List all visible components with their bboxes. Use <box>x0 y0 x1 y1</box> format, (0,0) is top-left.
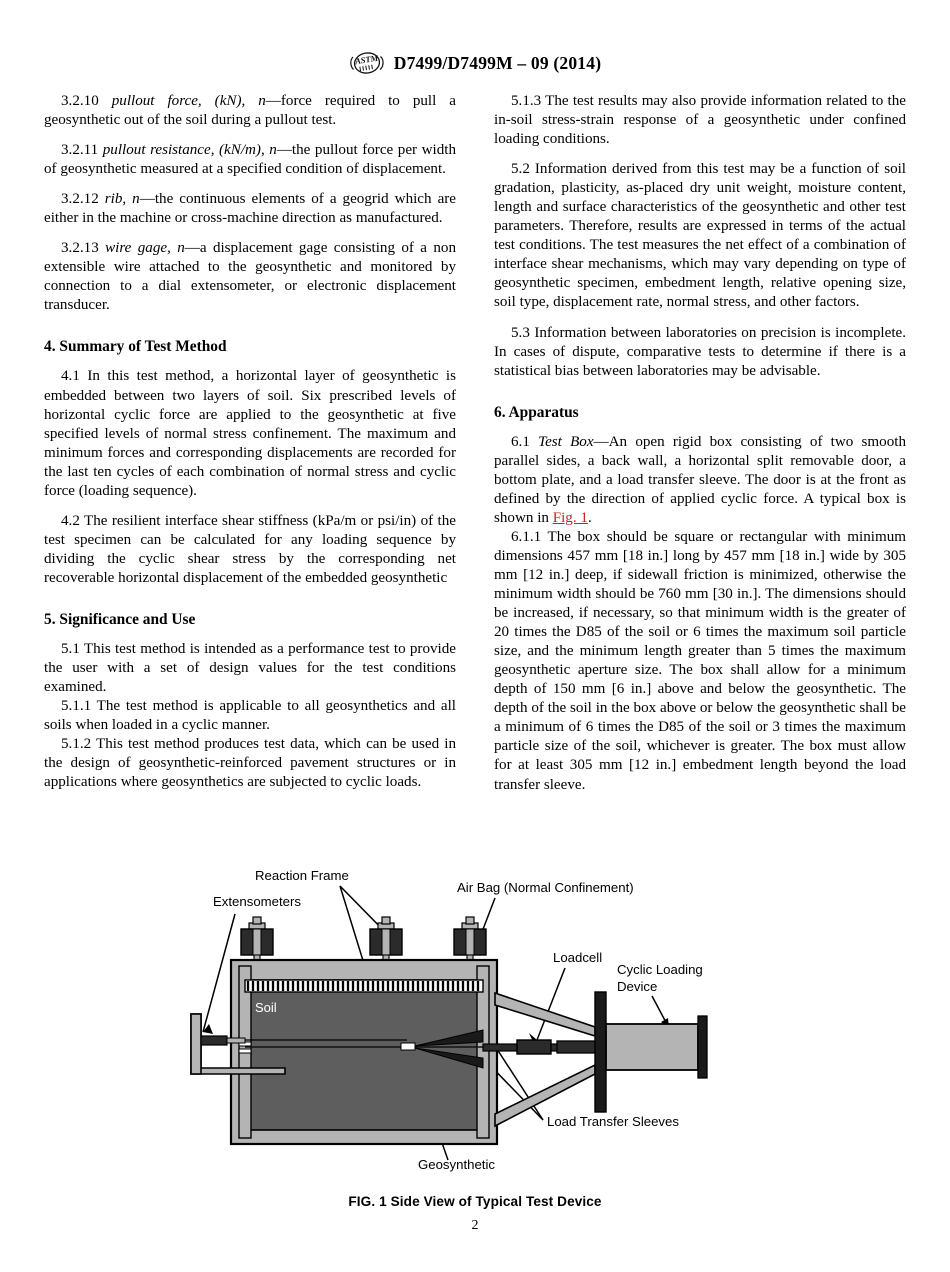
paragraph-6-1 <box>494 433 906 528</box>
para-number: 5.1.3 <box>511 93 542 109</box>
label-load-transfer-sleeves: Load Transfer Sleeves <box>547 1114 679 1129</box>
para-number: 5.3 <box>511 324 530 341</box>
para-text: This test method produces test data, which can be used in the design of geosynthetic-reinforced pavement structures or in applications where geosynthetics are subjected to cyclic loads. <box>44 736 456 791</box>
para-number: 5.1.1 <box>61 698 92 715</box>
figure-1-diagram <box>165 862 785 1192</box>
label-reaction-frame: Reaction Frame <box>255 868 349 883</box>
section-heading-4: 4. Summary of Test Method <box>44 338 227 356</box>
right-column <box>494 92 906 795</box>
para-text-after-link: . <box>587 509 592 526</box>
para-number: 5.2 <box>511 161 530 178</box>
para-text: The box should be square or rectangular with minimum dimensions 457 mm [18 in.] long by 457 mm [18 in.] wide by 305 mm [12 in.] deep, if sidewall friction is minimized, otherwise the minimum width should be 760 mm [30 in.]. The dimensions should be increased, if necessary, so that minimum width is the greater of 20 times the D85 of the soil or 6 times the maximum soil particle size, and the minimum length greater than 5 times the maximum geosynthetic aperture size. The box shall allow for a minimum depth of 150 mm [6 in.] above and below the geosynthetic. The depth of the soil in the box above or below the geosynthetic shall be a minimum of 6 times the D85 of the soil or 3 times the maximum particle size of the soil, whichever is greater. The box must allow for at least 305 mm [12 in.] embedment length beyond the load transfer sleeve. <box>494 528 906 793</box>
para-text: Information between laboratories on precision is incomplete. In cases of dispute, comparative tests to determine if there is a statistical bias between laboratories may be advisable. <box>494 324 906 379</box>
para-number: 6.1.1 <box>511 528 542 545</box>
figure-caption: FIG. 1 Side View of Typical Test Device <box>348 1194 602 1209</box>
paragraph-3-2-12 <box>44 190 456 228</box>
para-text: —the continuous elements of a geogrid which are either in the machine or cross-machine direction as manufactured. <box>44 191 456 227</box>
label-air-bag: Air Bag (Normal Confinement) <box>457 880 634 895</box>
cyclic-loading-device <box>595 992 707 1112</box>
astm-logo <box>349 50 385 76</box>
para-text-before-link: —An open rigid box consisting of two smooth parallel sides, a back wall, a horizontal split removable door, a bottom plate, and a load transfer sleeve. The door is at the front as defined by the direction of applied cyclic force. A typical box is shown in <box>494 433 906 526</box>
para-number: 5.1 <box>61 640 80 657</box>
loadcell <box>517 1040 551 1054</box>
para-text: The resilient interface shear stiffness (kPa/m or psi/in) of the test specimen can be calculated for any loading sequence by dividing the cyclic shear stress by the corresponding net recoverable horizontal displacement of the embedded geosynthetic <box>44 512 456 586</box>
page-header <box>0 50 950 76</box>
leader-loadcell <box>537 968 565 1040</box>
defined-term: Test Box <box>538 433 594 450</box>
para-number: 3.2.12 <box>61 191 99 208</box>
defined-term: wire gage, n <box>105 240 185 257</box>
para-text: This test method is intended as a performance test to provide the user with a set of design values for the test conditions examined. <box>44 640 456 696</box>
section-heading-5: 5. Significance and Use <box>44 610 196 628</box>
paragraph-5-1 <box>44 640 456 697</box>
para-text: Information derived from this test may be a function of soil gradation, plasticity, as-placed dry unit weight, moisture content, length and surface characteristics of the geosynthetic and other test parameters. Therefore, results are expressed in terms of the actual test conditions. The test measures the net effect of a combination of interface shear mechanisms, which may vary depending on type of geosynthetic specimen, embedment length, relative opening size, soil type, displacement rate, normal stress, and other factors. <box>494 161 906 311</box>
paragraph-4-1 <box>44 367 456 500</box>
para-number: 4.1 <box>61 368 80 385</box>
paragraph-4-2 <box>44 512 456 588</box>
para-number: 3.2.11 <box>61 142 99 159</box>
para-text: —the pullout force per width of geosynthetic measured at a specified condition of displacement. <box>44 142 456 178</box>
para-text: In this test method, a horizontal layer of geosynthetic is embedded between two layers of soil. Six prescribed levels of horizontal cyclic force are applied to the geosynthetic at five specified levels of normal stress confinement. The maximum and minimum forces and corresponding displacements are recorded for the last ten cycles of each combination of normal stress and cyclic force (loading sequence). <box>44 368 456 499</box>
para-number: 5.1.2 <box>61 736 92 753</box>
para-text: The test results may also provide information related to the in-soil stress-strain response of a geosynthetic under confined loading conditions. <box>494 93 906 148</box>
pull-rod-and-loadcell <box>483 1040 597 1054</box>
label-loadcell: Loadcell <box>553 950 603 965</box>
svg-text:ASTM: ASTM <box>354 52 379 67</box>
para-text: The test method is applicable to all geosynthetics and all soils when loaded in a cyclic manner. <box>44 698 456 734</box>
label-cyclic-loading-1: Cyclic Loading <box>617 962 703 977</box>
test-box <box>231 960 497 1144</box>
paragraph-3-2-11 <box>44 141 456 179</box>
paragraph-6-1-1 <box>494 528 906 795</box>
figure-1-link[interactable]: Fig. 1 <box>552 509 588 526</box>
para-text: —force required to pull a geosynthetic out of the soil during a pullout test. <box>44 93 456 129</box>
paragraph-5-1-3 <box>494 92 906 149</box>
paragraph-5-3 <box>494 324 906 381</box>
label-extensometers: Extensometers <box>213 894 301 909</box>
left-column <box>44 92 456 795</box>
page-number: 2 <box>471 1218 479 1233</box>
paragraph-5-1-2 <box>44 735 456 792</box>
document-designation: D7499/D7499M – 09 (2014) <box>393 52 602 73</box>
label-cyclic-loading-2: Device <box>617 979 658 994</box>
figure-1 <box>0 862 950 1209</box>
paragraph-5-1-1 <box>44 697 456 735</box>
body-columns <box>44 92 906 795</box>
defined-term: pullout resistance, (kN/m), n <box>102 142 277 159</box>
defined-term: rib, n <box>104 191 140 208</box>
para-number: 6.1 <box>511 433 530 450</box>
paragraph-5-2 <box>494 160 906 312</box>
section-heading-6: 6. Apparatus <box>494 403 579 421</box>
para-number: 3.2.10 <box>61 93 99 109</box>
paragraph-3-2-10 <box>44 92 456 130</box>
label-soil: Soil <box>255 1000 277 1015</box>
defined-term: pullout force, (kN), n <box>111 93 266 109</box>
paragraph-3-2-13 <box>44 239 456 315</box>
para-number: 4.2 <box>61 512 80 529</box>
para-text: —a displacement gage consisting of a non extensible wire attached to the geosynthetic and monitored by connection to a dial extensometer, or electronic displacement transducer. <box>44 240 457 314</box>
label-geosynthetic: Geosynthetic <box>418 1157 495 1172</box>
para-number: 3.2.13 <box>61 240 99 257</box>
